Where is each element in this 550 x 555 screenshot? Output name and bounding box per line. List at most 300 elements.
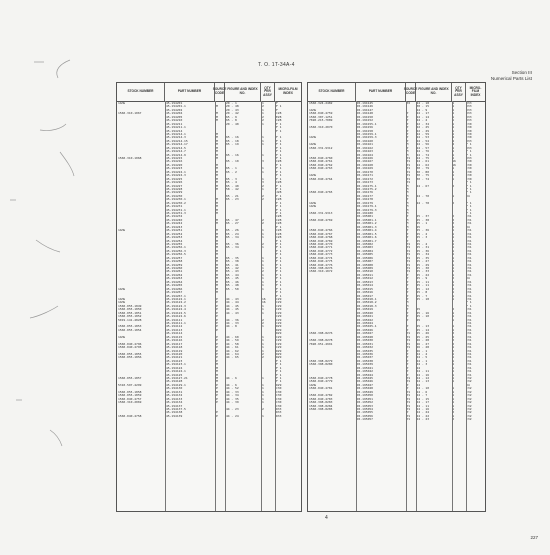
stock-number-cell: 1560-040-4759 [309, 112, 333, 116]
part-number-cell: 45-194158 [356, 129, 373, 133]
qty-cell: 2 [452, 287, 455, 291]
figure-index-cell: 25 - 13 [416, 325, 430, 329]
micro-cell: C31 [466, 249, 472, 253]
micro-cell: J28 [276, 191, 282, 195]
part-number-cell: 45-194133 [166, 397, 183, 401]
part-number-cell: 45-194119 [166, 349, 183, 353]
qty-cell: 1 [262, 108, 264, 112]
qty-cell: 16 [452, 163, 456, 167]
micro-cell: F 1 [276, 273, 282, 277]
qty-cell: 2 [262, 119, 264, 123]
source-code-cell: M [216, 373, 218, 377]
part-number-cell: 45-194147 [356, 108, 373, 112]
source-code-cell: P1 [406, 249, 411, 253]
qty-cell: 1 [262, 342, 264, 346]
source-code-cell: P1 [406, 377, 411, 380]
micro-cell: F 1 [276, 143, 282, 147]
micro-cell: C30 [276, 394, 282, 398]
stock-number-cell: 1560-331-9313 [309, 212, 333, 215]
part-number-cell: 45-194176 [356, 191, 373, 195]
source-code-cell: P [406, 328, 409, 332]
source-code-cell: M [216, 157, 218, 160]
figure-index-cell: 65 - 50 [226, 287, 239, 291]
part-number-cell: 45-194255 [166, 242, 183, 246]
part-number-cell: 45-194201 [166, 102, 183, 105]
qty-cell: 2 [262, 184, 264, 188]
source-code-cell: M [216, 136, 218, 140]
qty-cell: 1 [452, 356, 455, 360]
qty-cell: 1 [452, 346, 455, 350]
parts-table-right [307, 82, 486, 512]
qty-cell: 1 [262, 284, 264, 288]
figure-index-cell: 65 - 16 [226, 153, 239, 157]
qty-cell: 1 [262, 387, 264, 391]
micro-cell: F 1 [466, 212, 472, 215]
stock-number-cell: 1AHG [118, 287, 126, 291]
stock-number-cell: 1560-398-8279 [309, 359, 333, 363]
figure-index-cell: 44 - 8 [226, 325, 237, 329]
part-number-cell: 45-194224-3 [166, 174, 186, 178]
source-code-cell: P2 [406, 102, 411, 105]
micro-cell: C31 [466, 253, 472, 257]
micro-cell: C32 [466, 390, 472, 394]
qty-cell: 1 [262, 170, 264, 174]
source-code-cell: P1 [406, 394, 411, 398]
source-code-cell: M [216, 267, 218, 270]
figure-index-cell: 25 - 8 [416, 291, 428, 295]
stock-number-cell: 1560-040-4757 [118, 397, 142, 401]
figure-index-cell: 30 - 80 [416, 170, 430, 174]
part-number-cell: 45-194220 [166, 163, 183, 167]
source-code-cell: P [216, 411, 218, 415]
margin-scribbles [0, 0, 110, 555]
figure-index-cell: 65 - 16 [226, 136, 239, 140]
figure-index-cell: 24 - 6 [416, 390, 428, 394]
qty-cell: 2 [262, 322, 264, 325]
micro-cell: F 1 [276, 380, 282, 384]
header-figure-index: FIGURE AND INDEX NO. [416, 83, 452, 101]
stock-number-cell: 1AHG [118, 229, 126, 233]
micro-cell: C31 [466, 222, 472, 226]
part-number-cell: 45-195014 [356, 284, 373, 288]
micro-cell: C28 [276, 236, 282, 240]
part-number-cell: 45-194115 [166, 335, 183, 339]
part-number-cell: 45-194111 [166, 318, 183, 322]
micro-cell: D29 [276, 383, 282, 387]
qty-cell: 2 [452, 335, 455, 339]
micro-cell: C30 [276, 387, 282, 391]
source-code-cell: P1 [406, 339, 411, 343]
part-number-cell: 45-194134 [166, 401, 183, 405]
micro-cell: C31 [466, 232, 472, 236]
source-code-cell: P [216, 349, 218, 353]
source-code-cell: M [216, 260, 218, 264]
stock-number-cell: 1560-398-8280 [309, 363, 333, 367]
figure-index-cell: 44 - 78 [416, 201, 430, 205]
micro-cell: C31 [466, 287, 472, 291]
micro-cell: D33 [466, 108, 472, 112]
source-code-cell: M [216, 280, 218, 284]
figure-index-cell: 25 - 30 [416, 267, 430, 270]
qty-cell: 2 [262, 218, 264, 222]
source-code-cell: P [406, 318, 409, 322]
source-code-cell: M [216, 277, 218, 281]
micro-cell: F 1 [276, 242, 282, 246]
figure-index-cell: 65 - 27 [226, 222, 239, 226]
source-code-cell: M [406, 201, 409, 205]
micro-cell: F 1 [276, 187, 282, 191]
figure-index-cell: 26 - 28 [416, 339, 430, 343]
qty-cell: 1 [452, 157, 455, 160]
source-code-cell: P [406, 115, 409, 119]
figure-index-cell: 24 - 16 [416, 407, 430, 411]
micro-cell: C31 [466, 315, 472, 319]
source-code-cell: P [406, 297, 409, 301]
qty-cell: 1 [452, 414, 455, 418]
figure-index-cell: 25 - 22 [416, 273, 430, 277]
micro-cell: D29 [276, 352, 282, 356]
figure-index-cell: 44 - 9 [416, 108, 428, 112]
stock-number-cell: 1560-310-1067 [118, 112, 142, 116]
source-code-cell: P [216, 328, 218, 332]
figure-index-cell: 25 - 4 [416, 242, 428, 246]
header-source-code: SOURCE CODE [215, 83, 225, 101]
source-code-cell: P1 [406, 163, 411, 167]
source-code-cell: P [406, 229, 409, 233]
source-code-cell: P [406, 363, 409, 367]
qty-cell: 1 [262, 102, 264, 105]
qty-cell: 1 [262, 267, 264, 270]
micro-cell: C31 [466, 346, 472, 350]
part-number-cell: 45-195025-1 [356, 325, 377, 329]
source-code-cell: P [406, 366, 409, 370]
source-code-cell: P1 [406, 181, 411, 185]
part-number-cell: 45-194266 [166, 287, 183, 291]
micro-cell: F 1 [466, 205, 472, 209]
part-number-cell: 45-194259 [166, 263, 183, 267]
figure-index-cell: 44 - 24 [226, 414, 239, 418]
figure-index-cell: 65 - 4 [226, 181, 237, 185]
part-number-cell: 45-195044 [356, 373, 373, 377]
source-code-cell: P [406, 119, 409, 123]
micro-cell: F 1 [276, 370, 282, 374]
figure-index-cell: 25 - 36 [416, 229, 430, 233]
micro-cell: C30 [466, 174, 472, 178]
figure-index-cell: 44 - 60 [226, 335, 239, 339]
qty-cell: 1 [452, 232, 455, 236]
source-code-cell: P [216, 414, 218, 418]
qty-cell: 1 [262, 177, 264, 181]
figure-index-cell: 65 - 43 [226, 270, 239, 274]
source-code-cell: P [406, 352, 409, 356]
source-code-cell: P1 [406, 404, 411, 408]
source-code-cell: M [406, 212, 409, 215]
figure-index-cell: 65 - 44 [226, 273, 239, 277]
part-number-cell: 45-195017 [356, 294, 373, 298]
micro-cell: F 1 [276, 208, 282, 212]
qty-cell: 1 [452, 359, 455, 363]
header-part-number: PART NUMBER [356, 83, 406, 101]
source-code-cell: P [216, 308, 218, 312]
part-number-cell: 45-195001-7 [356, 239, 377, 243]
qty-cell: 1 [262, 187, 264, 191]
source-code-cell: M [406, 150, 409, 154]
source-code-cell: M [216, 377, 218, 380]
micro-cell: F 1 [276, 129, 282, 133]
micro-cell: F 1 [276, 157, 282, 160]
part-number-cell: 45-194123-1 [166, 363, 186, 367]
micro-cell: C32 [466, 418, 472, 422]
part-number-cell: 45-194251 [166, 229, 183, 233]
table-row [308, 418, 485, 421]
qty-cell: 1 [452, 394, 455, 398]
part-number-cell: 45-195010 [356, 270, 373, 274]
part-number-cell: 45-195001-3 [356, 225, 377, 229]
micro-cell: D29 [276, 349, 282, 353]
part-number-cell: 45-194175-1 [356, 184, 377, 188]
figure-index-cell: 44 - 53 [416, 136, 430, 140]
micro-cell: C31 [466, 366, 472, 370]
micro-cell: C31 [466, 325, 472, 329]
figure-index-cell: 24 - 12 [416, 377, 430, 380]
micro-cell: C32 [466, 411, 472, 415]
micro-cell: D33 [466, 119, 472, 123]
figure-index-cell: 24 - 15 [416, 397, 430, 401]
micro-cell: F 1 [276, 184, 282, 188]
part-number-cell: 45-195019 [356, 308, 373, 312]
micro-cell: F 1 [276, 163, 282, 167]
figure-index-cell: 38 - 15 [416, 105, 430, 109]
qty-cell: 1 [262, 122, 264, 126]
micro-cell: C28 [276, 198, 282, 202]
micro-cell: C30 [466, 132, 472, 136]
table-body [308, 102, 485, 422]
qty-cell: 2 [452, 222, 455, 226]
stock-number-cell: 1560-040-4761 [309, 160, 333, 164]
part-number-cell: 45-194216 [166, 160, 183, 164]
source-code-cell: P [406, 122, 409, 126]
stock-number-cell: 1560-055-1854 [118, 328, 142, 332]
source-code-cell: P [406, 359, 409, 363]
qty-cell: 1 [262, 280, 264, 284]
part-number-cell: 45-195036 [356, 352, 373, 356]
figure-index-cell: 44 - 33 [226, 322, 239, 325]
part-number-cell: 45-194112 [166, 325, 183, 329]
part-number-cell: 45-195039 [356, 363, 373, 367]
source-code-cell: M [216, 218, 218, 222]
source-code-cell: P [216, 311, 218, 315]
header-part-number: PART NUMBER [165, 83, 215, 101]
source-code-cell: P [216, 387, 218, 391]
part-number-cell: 45-194214-9 [166, 153, 186, 157]
micro-cell: F 1 [466, 150, 472, 154]
figure-index-cell: 24 - 23 [416, 418, 430, 422]
micro-cell: C31 [466, 356, 472, 360]
figure-index-cell: 24 - 11 [416, 404, 430, 408]
part-number-cell: 45-194225 [166, 177, 183, 181]
qty-cell: 1 [452, 267, 455, 270]
part-number-cell: 45-195038 [356, 359, 373, 363]
micro-cell: F 1 [276, 280, 282, 284]
figure-index-cell: 44 - 39 [226, 401, 239, 405]
part-number-cell: 45-194166 [356, 157, 373, 160]
source-code-cell: P1 [406, 342, 411, 346]
source-code-cell: P [406, 112, 409, 116]
figure-index-cell: 65 - 8 [226, 119, 237, 123]
part-number-cell: 45-194260 [166, 267, 183, 270]
part-number-cell: 45-194254 [166, 239, 183, 243]
micro-cell: F 1 [466, 143, 472, 147]
micro-cell: F 1 [276, 246, 282, 250]
qty-cell: 1 [452, 263, 455, 267]
source-code-cell: M [216, 253, 218, 257]
source-code-cell: M [216, 239, 218, 243]
qty-cell: 2 [262, 105, 264, 109]
qty-cell: 1 [262, 273, 264, 277]
micro-cell: C32 [466, 394, 472, 398]
part-number-cell: 45-194267-1 [166, 294, 186, 298]
figure-index-cell: 30 - 74 [416, 177, 430, 181]
micro-cell: C31 [466, 284, 472, 288]
corner-number: 227 [530, 535, 538, 540]
source-code-cell: P [216, 304, 218, 308]
part-number-cell: 45-195013 [356, 280, 373, 284]
source-code-cell: M [216, 139, 218, 143]
qty-cell: 16 [262, 297, 266, 301]
source-code-cell: P [406, 232, 409, 236]
stock-number-cell: 1560-040-4781 [309, 387, 333, 391]
qty-cell: 1 [262, 383, 264, 387]
part-number-cell: 45-195001-4 [356, 229, 377, 233]
micro-cell: F 1 [276, 366, 282, 370]
figure-index-cell: 44 - 44 [226, 301, 239, 305]
qty-cell: 4 [452, 139, 455, 143]
part-number-cell: 45-194226 [166, 181, 183, 185]
figure-index-cell: 20 - 42 [226, 112, 239, 116]
qty-cell: 1 [262, 256, 264, 260]
figure-index-cell: 65 - 40 [226, 184, 239, 188]
part-number-cell: 45-194152 [356, 119, 373, 123]
micro-cell: F 1 [276, 174, 282, 178]
source-code-cell: M [216, 184, 218, 188]
micro-cell: F 1 [276, 136, 282, 140]
micro-cell: F 1 [276, 291, 282, 295]
stock-number-cell: 1AHG [309, 108, 317, 112]
qty-cell: 2 [452, 349, 455, 353]
qty-cell: 1 [452, 242, 455, 246]
source-code-cell: P [216, 322, 218, 325]
source-code-cell: M [406, 191, 409, 195]
part-number-cell: 45-194122-5 [166, 311, 186, 315]
source-code-cell: M [216, 150, 218, 154]
figure-index-cell: 25 - 35 [416, 256, 430, 260]
source-code-cell: M [216, 222, 218, 226]
source-code-cell: M [216, 363, 218, 367]
part-number-cell: 45-195053 [356, 404, 373, 408]
qty-cell: 1 [452, 146, 455, 150]
micro-cell: C30 [466, 163, 472, 167]
part-number-cell: 45-194167 [356, 160, 373, 164]
figure-index-cell: 44 - 64 [226, 352, 239, 356]
figure-index-cell: 25 - 10 [416, 315, 430, 319]
source-code-cell: M [216, 249, 218, 253]
stock-number-cell: 1560-055-1852 [118, 315, 142, 319]
figure-index-cell: 44 - 58 [226, 342, 239, 346]
stock-number-cell: 1560-040-4795 [118, 346, 142, 350]
source-code-cell: P [406, 383, 409, 387]
header-stock-number: STOCK NUMBER [117, 83, 165, 101]
qty-cell: 4 [452, 136, 455, 140]
qty-cell: 1 [452, 380, 455, 384]
micro-cell: F 1 [276, 373, 282, 377]
part-number-cell: 45-194263 [166, 277, 183, 281]
figure-index-cell: 65 - 38 [226, 260, 239, 264]
part-number-cell: 45-194262 [166, 273, 183, 277]
part-number-cell: 45-195054 [356, 407, 373, 411]
part-number-cell: 45-194156 [356, 126, 373, 130]
part-number-cell: 45-195045 [356, 377, 373, 380]
source-code-cell: M [216, 208, 218, 212]
qty-cell: 1 [452, 122, 455, 126]
micro-cell: F 1 [276, 194, 282, 198]
part-number-cell: 45-195031 [356, 342, 373, 346]
stock-number-cell: 1560-310-2070 [309, 126, 333, 130]
part-number-cell: 45-194159-3 [356, 136, 377, 140]
figure-index-cell: 65 - 1 [226, 167, 237, 171]
source-code-cell: P [406, 325, 409, 329]
micro-cell: C30 [276, 404, 282, 408]
micro-cell: F [276, 102, 278, 105]
micro-cell: F 1 [276, 225, 282, 229]
qty-cell: 2 [262, 270, 264, 274]
part-number-cell: 45-194160 [356, 139, 373, 143]
part-number-cell: 45-195001 [356, 215, 373, 219]
part-number-cell: 45-195018-3 [356, 304, 377, 308]
figure-index-cell: 65 - 10 [226, 160, 239, 164]
qty-cell: 1 [262, 304, 264, 308]
figure-index-cell: 24 [416, 366, 421, 370]
figure-index-cell: 44 - 75 [416, 157, 430, 160]
qty-cell: 1 [452, 260, 455, 264]
qty-cell: 1 [262, 287, 264, 291]
figure-index-cell: 65 - 19 [226, 143, 239, 147]
part-number-cell: 45-194155-1 [356, 122, 377, 126]
figure-index-cell: 65 - 45 [226, 277, 239, 281]
micro-cell: F 1 [276, 287, 282, 291]
micro-cell: F 1 [276, 212, 282, 215]
micro-cell: C31 [466, 349, 472, 353]
qty-cell: 1 [262, 167, 264, 171]
figure-index-cell: 30 - 75 [416, 174, 430, 178]
qty-cell: 1 [452, 397, 455, 401]
qty-cell: 1 [452, 370, 455, 374]
figure-index-cell: 65 - 9 [226, 115, 237, 119]
qty-cell: 1 [452, 352, 455, 356]
part-number-cell: 45-194164 [356, 153, 373, 157]
figure-index-cell: 25 - 14 [416, 328, 430, 332]
source-code-cell: M [406, 218, 409, 222]
qty-cell: 1 [262, 153, 264, 157]
source-code-cell: M [406, 143, 409, 147]
part-number-cell: 45-195003 [356, 246, 373, 250]
figure-index-cell: 25 - 11 [416, 284, 430, 288]
source-code-cell: P [406, 315, 409, 319]
micro-cell: F 1 [276, 126, 282, 130]
source-code-cell: P [406, 356, 409, 360]
qty-cell: 1 [262, 335, 264, 339]
micro-cell: C29 [276, 304, 282, 308]
source-code-cell: P [406, 139, 409, 143]
